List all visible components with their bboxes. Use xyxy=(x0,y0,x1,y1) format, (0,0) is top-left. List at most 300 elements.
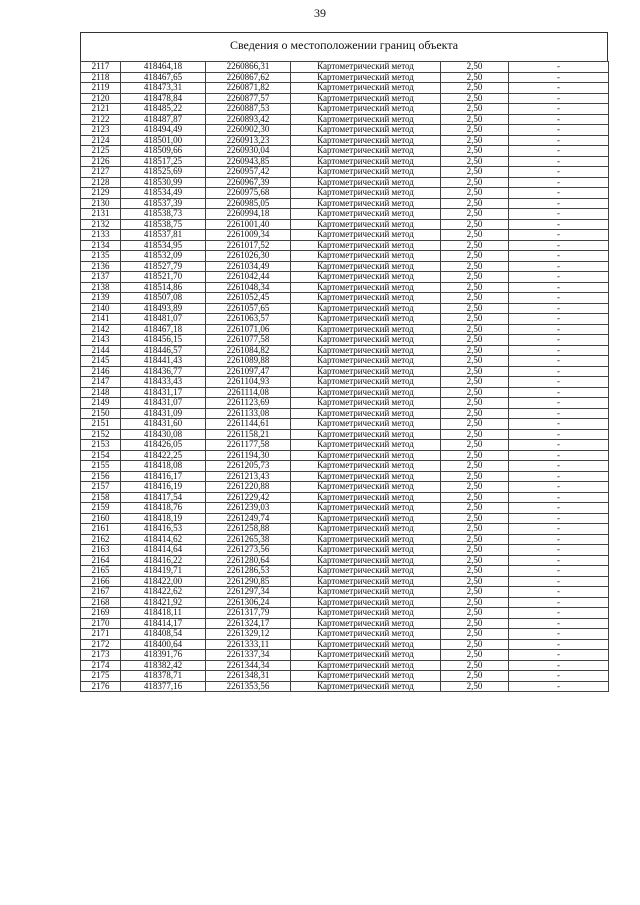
method-cell: Картометрический метод xyxy=(291,597,441,608)
accuracy-cell: 2,50 xyxy=(441,440,509,451)
note-cell: - xyxy=(509,282,609,293)
accuracy-cell: 2,50 xyxy=(441,156,509,167)
y-coordinate-cell: 2261194,30 xyxy=(206,450,291,461)
table-row xyxy=(81,681,609,692)
note-cell: - xyxy=(509,72,609,83)
y-coordinate-cell: 2260943,85 xyxy=(206,156,291,167)
x-coordinate-cell: 418514,86 xyxy=(121,282,206,293)
accuracy-cell: 2,50 xyxy=(441,335,509,346)
method-cell: Картометрический метод xyxy=(291,534,441,545)
method-cell: Картометрический метод xyxy=(291,272,441,283)
point-number-cell: 2159 xyxy=(81,503,121,514)
note-cell: - xyxy=(509,114,609,125)
accuracy-cell: 2,50 xyxy=(441,282,509,293)
table-row xyxy=(81,62,609,73)
method-cell: Картометрический метод xyxy=(291,608,441,619)
x-coordinate-cell: 418382,42 xyxy=(121,660,206,671)
y-coordinate-cell: 2261273,56 xyxy=(206,545,291,556)
x-coordinate-cell: 418418,11 xyxy=(121,608,206,619)
table-row xyxy=(81,492,609,503)
x-coordinate-cell: 418421,92 xyxy=(121,597,206,608)
method-cell: Картометрический метод xyxy=(291,471,441,482)
y-coordinate-cell: 2260871,82 xyxy=(206,83,291,94)
y-coordinate-cell: 2261077,58 xyxy=(206,335,291,346)
y-coordinate-cell: 2261249,74 xyxy=(206,513,291,524)
table-title: Сведения о местоположении границ объекта xyxy=(229,38,459,52)
method-cell: Картометрический метод xyxy=(291,629,441,640)
y-coordinate-cell: 2261042,44 xyxy=(206,272,291,283)
method-cell: Картометрический метод xyxy=(291,104,441,115)
point-number-cell: 2123 xyxy=(81,125,121,136)
table-row xyxy=(81,429,609,440)
point-number-cell: 2169 xyxy=(81,608,121,619)
x-coordinate-cell: 418431,17 xyxy=(121,387,206,398)
y-coordinate-cell: 2261057,65 xyxy=(206,303,291,314)
method-cell: Картометрический метод xyxy=(291,503,441,514)
note-cell: - xyxy=(509,356,609,367)
method-cell: Картометрический метод xyxy=(291,314,441,325)
note-cell: - xyxy=(509,639,609,650)
table-row xyxy=(81,83,609,94)
method-cell: Картометрический метод xyxy=(291,177,441,188)
point-number-cell: 2161 xyxy=(81,524,121,535)
y-coordinate-cell: 2261177,58 xyxy=(206,440,291,451)
note-cell: - xyxy=(509,198,609,209)
note-cell: - xyxy=(509,125,609,136)
note-cell: - xyxy=(509,272,609,283)
note-cell: - xyxy=(509,62,609,73)
method-cell: Картометрический метод xyxy=(291,62,441,73)
x-coordinate-cell: 418422,00 xyxy=(121,576,206,587)
table-row xyxy=(81,555,609,566)
table-row xyxy=(81,272,609,283)
method-cell: Картометрический метод xyxy=(291,188,441,199)
x-coordinate-cell: 418431,09 xyxy=(121,408,206,419)
y-coordinate-cell: 2261317,79 xyxy=(206,608,291,619)
table-row xyxy=(81,377,609,388)
point-number-cell: 2172 xyxy=(81,639,121,650)
accuracy-cell: 2,50 xyxy=(441,72,509,83)
table-row xyxy=(81,125,609,136)
method-cell: Картометрический метод xyxy=(291,219,441,230)
y-coordinate-cell: 2261009,34 xyxy=(206,230,291,241)
accuracy-cell: 2,50 xyxy=(441,219,509,230)
y-coordinate-cell: 2261052,45 xyxy=(206,293,291,304)
note-cell: - xyxy=(509,408,609,419)
x-coordinate-cell: 418446,57 xyxy=(121,345,206,356)
table-row xyxy=(81,72,609,83)
point-number-cell: 2128 xyxy=(81,177,121,188)
point-number-cell: 2156 xyxy=(81,471,121,482)
note-cell: - xyxy=(509,135,609,146)
x-coordinate-cell: 418414,62 xyxy=(121,534,206,545)
method-cell: Картометрический метод xyxy=(291,513,441,524)
point-number-cell: 2146 xyxy=(81,366,121,377)
x-coordinate-cell: 418507,08 xyxy=(121,293,206,304)
table-row xyxy=(81,167,609,178)
y-coordinate-cell: 2261280,64 xyxy=(206,555,291,566)
accuracy-cell: 2,50 xyxy=(441,566,509,577)
x-coordinate-cell: 418400,64 xyxy=(121,639,206,650)
note-cell: - xyxy=(509,366,609,377)
table-row xyxy=(81,576,609,587)
x-coordinate-cell: 418417,54 xyxy=(121,492,206,503)
y-coordinate-cell: 2261034,49 xyxy=(206,261,291,272)
x-coordinate-cell: 418408,54 xyxy=(121,629,206,640)
accuracy-cell: 2,50 xyxy=(441,534,509,545)
method-cell: Картометрический метод xyxy=(291,492,441,503)
note-cell: - xyxy=(509,209,609,220)
table-row xyxy=(81,513,609,524)
x-coordinate-cell: 418485,22 xyxy=(121,104,206,115)
accuracy-cell: 2,50 xyxy=(441,608,509,619)
point-number-cell: 2117 xyxy=(81,62,121,73)
accuracy-cell: 2,50 xyxy=(441,198,509,209)
point-number-cell: 2124 xyxy=(81,135,121,146)
method-cell: Картометрический метод xyxy=(291,429,441,440)
x-coordinate-cell: 418537,39 xyxy=(121,198,206,209)
point-number-cell: 2175 xyxy=(81,671,121,682)
note-cell: - xyxy=(509,461,609,472)
y-coordinate-cell: 2261229,42 xyxy=(206,492,291,503)
table-row xyxy=(81,261,609,272)
point-number-cell: 2149 xyxy=(81,398,121,409)
note-cell: - xyxy=(509,335,609,346)
method-cell: Картометрический метод xyxy=(291,83,441,94)
x-coordinate-cell: 418467,18 xyxy=(121,324,206,335)
table-row xyxy=(81,408,609,419)
x-coordinate-cell: 418416,22 xyxy=(121,555,206,566)
y-coordinate-cell: 2260893,42 xyxy=(206,114,291,125)
note-cell: - xyxy=(509,324,609,335)
note-cell: - xyxy=(509,156,609,167)
table-row xyxy=(81,156,609,167)
point-number-cell: 2142 xyxy=(81,324,121,335)
x-coordinate-cell: 418525,69 xyxy=(121,167,206,178)
y-coordinate-cell: 2261048,34 xyxy=(206,282,291,293)
note-cell: - xyxy=(509,188,609,199)
table-row xyxy=(81,671,609,682)
note-cell: - xyxy=(509,419,609,430)
table-row xyxy=(81,471,609,482)
point-number-cell: 2136 xyxy=(81,261,121,272)
method-cell: Картометрический метод xyxy=(291,450,441,461)
note-cell: - xyxy=(509,587,609,598)
accuracy-cell: 2,50 xyxy=(441,492,509,503)
method-cell: Картометрический метод xyxy=(291,230,441,241)
accuracy-cell: 2,50 xyxy=(441,387,509,398)
accuracy-cell: 2,50 xyxy=(441,639,509,650)
table-row xyxy=(81,135,609,146)
note-cell: - xyxy=(509,240,609,251)
x-coordinate-cell: 418416,17 xyxy=(121,471,206,482)
method-cell: Картометрический метод xyxy=(291,251,441,262)
table-row xyxy=(81,608,609,619)
point-number-cell: 2121 xyxy=(81,104,121,115)
method-cell: Картометрический метод xyxy=(291,408,441,419)
accuracy-cell: 2,50 xyxy=(441,629,509,640)
y-coordinate-cell: 2261158,21 xyxy=(206,429,291,440)
y-coordinate-cell: 2260867,62 xyxy=(206,72,291,83)
method-cell: Картометрический метод xyxy=(291,156,441,167)
accuracy-cell: 2,50 xyxy=(441,482,509,493)
y-coordinate-cell: 2261258,88 xyxy=(206,524,291,535)
method-cell: Картометрический метод xyxy=(291,650,441,661)
note-cell: - xyxy=(509,566,609,577)
y-coordinate-cell: 2260985,05 xyxy=(206,198,291,209)
accuracy-cell: 2,50 xyxy=(441,681,509,692)
y-coordinate-cell: 2261306,24 xyxy=(206,597,291,608)
x-coordinate-cell: 418534,49 xyxy=(121,188,206,199)
note-cell: - xyxy=(509,450,609,461)
x-coordinate-cell: 418416,19 xyxy=(121,482,206,493)
table-row xyxy=(81,93,609,104)
method-cell: Картометрический метод xyxy=(291,524,441,535)
table-row xyxy=(81,450,609,461)
accuracy-cell: 2,50 xyxy=(441,230,509,241)
note-cell: - xyxy=(509,503,609,514)
accuracy-cell: 2,50 xyxy=(441,377,509,388)
table-row xyxy=(81,177,609,188)
x-coordinate-cell: 418494,49 xyxy=(121,125,206,136)
point-number-cell: 2141 xyxy=(81,314,121,325)
point-number-cell: 2157 xyxy=(81,482,121,493)
note-cell: - xyxy=(509,524,609,535)
y-coordinate-cell: 2261344,34 xyxy=(206,660,291,671)
page-number: 39 xyxy=(314,6,326,20)
point-number-cell: 2138 xyxy=(81,282,121,293)
y-coordinate-cell: 2260967,39 xyxy=(206,177,291,188)
point-number-cell: 2137 xyxy=(81,272,121,283)
x-coordinate-cell: 418538,73 xyxy=(121,209,206,220)
accuracy-cell: 2,50 xyxy=(441,660,509,671)
y-coordinate-cell: 2261114,08 xyxy=(206,387,291,398)
method-cell: Картометрический метод xyxy=(291,345,441,356)
method-cell: Картометрический метод xyxy=(291,419,441,430)
note-cell: - xyxy=(509,387,609,398)
y-coordinate-cell: 2260975,68 xyxy=(206,188,291,199)
table-row xyxy=(81,618,609,629)
y-coordinate-cell: 2261290,85 xyxy=(206,576,291,587)
y-coordinate-cell: 2261329,12 xyxy=(206,629,291,640)
point-number-cell: 2129 xyxy=(81,188,121,199)
y-coordinate-cell: 2261144,61 xyxy=(206,419,291,430)
x-coordinate-cell: 418538,75 xyxy=(121,219,206,230)
note-cell: - xyxy=(509,314,609,325)
x-coordinate-cell: 418416,53 xyxy=(121,524,206,535)
table-row xyxy=(81,534,609,545)
y-coordinate-cell: 2260887,53 xyxy=(206,104,291,115)
table-row xyxy=(81,345,609,356)
table-row xyxy=(81,524,609,535)
y-coordinate-cell: 2261026,30 xyxy=(206,251,291,262)
x-coordinate-cell: 418521,70 xyxy=(121,272,206,283)
method-cell: Картометрический метод xyxy=(291,681,441,692)
table-row xyxy=(81,104,609,115)
point-number-cell: 2168 xyxy=(81,597,121,608)
point-number-cell: 2148 xyxy=(81,387,121,398)
point-number-cell: 2155 xyxy=(81,461,121,472)
x-coordinate-cell: 418534,95 xyxy=(121,240,206,251)
accuracy-cell: 2,50 xyxy=(441,545,509,556)
accuracy-cell: 2,50 xyxy=(441,83,509,94)
accuracy-cell: 2,50 xyxy=(441,408,509,419)
y-coordinate-cell: 2261133,08 xyxy=(206,408,291,419)
point-number-cell: 2170 xyxy=(81,618,121,629)
y-coordinate-cell: 2261063,57 xyxy=(206,314,291,325)
accuracy-cell: 2,50 xyxy=(441,450,509,461)
method-cell: Картометрический метод xyxy=(291,566,441,577)
table-row xyxy=(81,629,609,640)
x-coordinate-cell: 418481,07 xyxy=(121,314,206,325)
accuracy-cell: 2,50 xyxy=(441,146,509,157)
accuracy-cell: 2,50 xyxy=(441,125,509,136)
point-number-cell: 2150 xyxy=(81,408,121,419)
point-number-cell: 2144 xyxy=(81,345,121,356)
y-coordinate-cell: 2261348,31 xyxy=(206,671,291,682)
accuracy-cell: 2,50 xyxy=(441,93,509,104)
x-coordinate-cell: 418509,66 xyxy=(121,146,206,157)
y-coordinate-cell: 2261017,52 xyxy=(206,240,291,251)
y-coordinate-cell: 2260994,18 xyxy=(206,209,291,220)
accuracy-cell: 2,50 xyxy=(441,135,509,146)
x-coordinate-cell: 418431,60 xyxy=(121,419,206,430)
accuracy-cell: 2,50 xyxy=(441,314,509,325)
point-number-cell: 2167 xyxy=(81,587,121,598)
method-cell: Картометрический метод xyxy=(291,167,441,178)
accuracy-cell: 2,50 xyxy=(441,261,509,272)
table-row xyxy=(81,282,609,293)
table-row xyxy=(81,293,609,304)
accuracy-cell: 2,50 xyxy=(441,104,509,115)
note-cell: - xyxy=(509,671,609,682)
method-cell: Картометрический метод xyxy=(291,240,441,251)
table-row xyxy=(81,597,609,608)
table-row xyxy=(81,387,609,398)
x-coordinate-cell: 418487,87 xyxy=(121,114,206,125)
note-cell: - xyxy=(509,681,609,692)
point-number-cell: 2125 xyxy=(81,146,121,157)
table-row xyxy=(81,482,609,493)
point-number-cell: 2165 xyxy=(81,566,121,577)
accuracy-cell: 2,50 xyxy=(441,251,509,262)
x-coordinate-cell: 418493,89 xyxy=(121,303,206,314)
accuracy-cell: 2,50 xyxy=(441,272,509,283)
table-row xyxy=(81,240,609,251)
table-row xyxy=(81,146,609,157)
x-coordinate-cell: 418414,17 xyxy=(121,618,206,629)
note-cell: - xyxy=(509,660,609,671)
y-coordinate-cell: 2261089,88 xyxy=(206,356,291,367)
table-row xyxy=(81,230,609,241)
method-cell: Картометрический метод xyxy=(291,293,441,304)
x-coordinate-cell: 418418,19 xyxy=(121,513,206,524)
table-row xyxy=(81,366,609,377)
note-cell: - xyxy=(509,104,609,115)
method-cell: Картометрический метод xyxy=(291,440,441,451)
accuracy-cell: 2,50 xyxy=(441,62,509,73)
point-number-cell: 2176 xyxy=(81,681,121,692)
x-coordinate-cell: 418530,99 xyxy=(121,177,206,188)
note-cell: - xyxy=(509,576,609,587)
method-cell: Картометрический метод xyxy=(291,72,441,83)
note-cell: - xyxy=(509,345,609,356)
accuracy-cell: 2,50 xyxy=(441,471,509,482)
x-coordinate-cell: 418430,08 xyxy=(121,429,206,440)
accuracy-cell: 2,50 xyxy=(441,555,509,566)
accuracy-cell: 2,50 xyxy=(441,188,509,199)
table-row xyxy=(81,209,609,220)
note-cell: - xyxy=(509,471,609,482)
method-cell: Картометрический метод xyxy=(291,324,441,335)
method-cell: Картометрический метод xyxy=(291,335,441,346)
x-coordinate-cell: 418377,16 xyxy=(121,681,206,692)
x-coordinate-cell: 418473,31 xyxy=(121,83,206,94)
method-cell: Картометрический метод xyxy=(291,398,441,409)
point-number-cell: 2153 xyxy=(81,440,121,451)
accuracy-cell: 2,50 xyxy=(441,366,509,377)
table-row xyxy=(81,114,609,125)
method-cell: Картометрический метод xyxy=(291,576,441,587)
accuracy-cell: 2,50 xyxy=(441,398,509,409)
note-cell: - xyxy=(509,167,609,178)
accuracy-cell: 2,50 xyxy=(441,461,509,472)
method-cell: Картометрический метод xyxy=(291,482,441,493)
accuracy-cell: 2,50 xyxy=(441,576,509,587)
note-cell: - xyxy=(509,398,609,409)
point-number-cell: 2126 xyxy=(81,156,121,167)
method-cell: Картометрический метод xyxy=(291,209,441,220)
table-row xyxy=(81,188,609,199)
point-number-cell: 2162 xyxy=(81,534,121,545)
y-coordinate-cell: 2260930,04 xyxy=(206,146,291,157)
method-cell: Картометрический метод xyxy=(291,146,441,157)
table-row xyxy=(81,314,609,325)
x-coordinate-cell: 418517,25 xyxy=(121,156,206,167)
table-row xyxy=(81,639,609,650)
table-row xyxy=(81,566,609,577)
note-cell: - xyxy=(509,377,609,388)
accuracy-cell: 2,50 xyxy=(441,209,509,220)
y-coordinate-cell: 2261353,56 xyxy=(206,681,291,692)
x-coordinate-cell: 418456,15 xyxy=(121,335,206,346)
note-cell: - xyxy=(509,482,609,493)
point-number-cell: 2122 xyxy=(81,114,121,125)
accuracy-cell: 2,50 xyxy=(441,597,509,608)
y-coordinate-cell: 2261104,93 xyxy=(206,377,291,388)
point-number-cell: 2174 xyxy=(81,660,121,671)
x-coordinate-cell: 418418,08 xyxy=(121,461,206,472)
accuracy-cell: 2,50 xyxy=(441,587,509,598)
y-coordinate-cell: 2261213,43 xyxy=(206,471,291,482)
note-cell: - xyxy=(509,618,609,629)
point-number-cell: 2133 xyxy=(81,230,121,241)
table-row xyxy=(81,251,609,262)
x-coordinate-cell: 418418,76 xyxy=(121,503,206,514)
y-coordinate-cell: 2261324,17 xyxy=(206,618,291,629)
table-row xyxy=(81,198,609,209)
table-row xyxy=(81,440,609,451)
note-cell: - xyxy=(509,534,609,545)
note-cell: - xyxy=(509,83,609,94)
method-cell: Картометрический метод xyxy=(291,366,441,377)
note-cell: - xyxy=(509,219,609,230)
x-coordinate-cell: 418391,76 xyxy=(121,650,206,661)
point-number-cell: 2118 xyxy=(81,72,121,83)
y-coordinate-cell: 2260877,57 xyxy=(206,93,291,104)
point-number-cell: 2120 xyxy=(81,93,121,104)
note-cell: - xyxy=(509,440,609,451)
